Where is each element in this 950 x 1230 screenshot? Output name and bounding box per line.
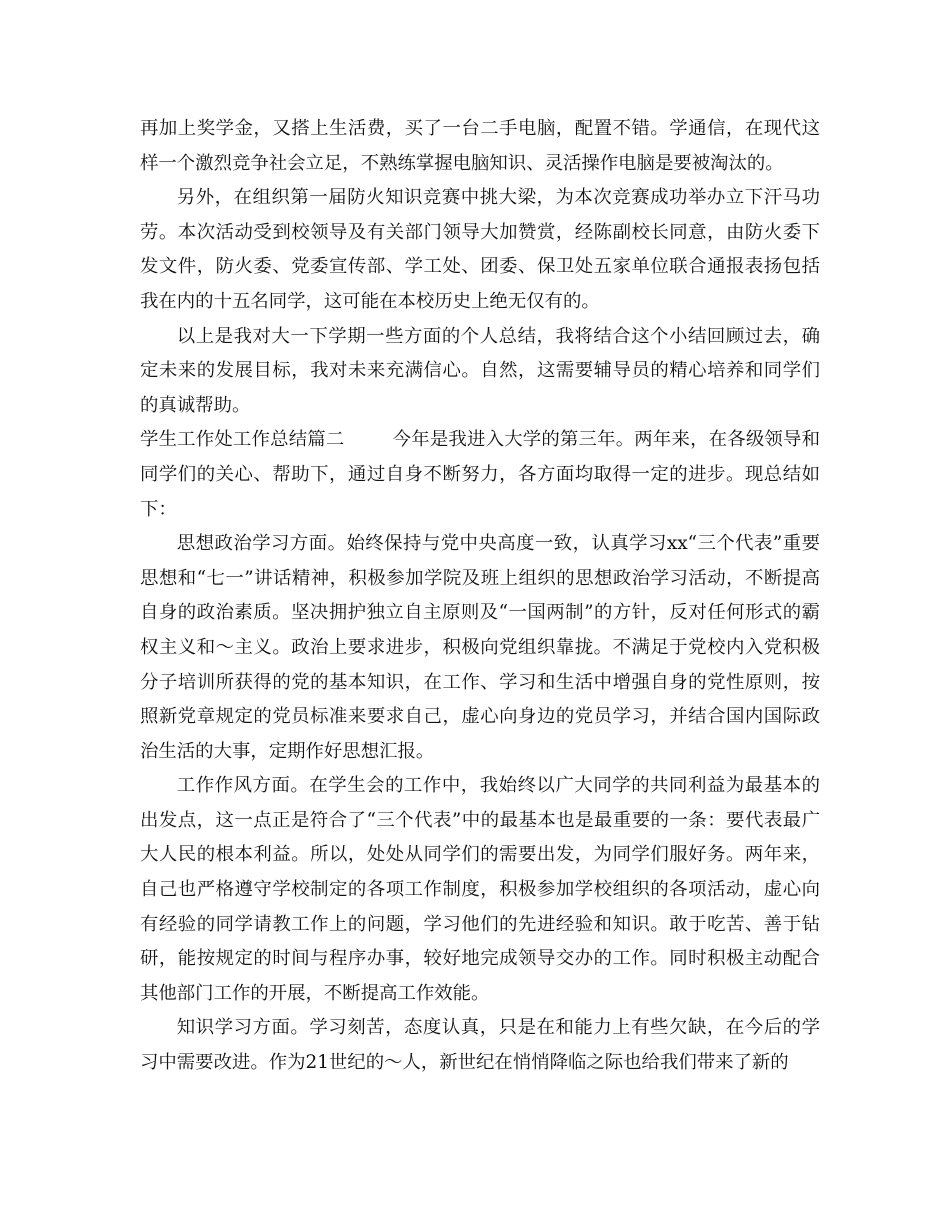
paragraph-work-style: 工作作风方面。在学生会的工作中，我始终以广大同学的共同利益为最基本的出发点，这一点正是符合了“三个代表”中的最基本也是最重要的一条：要代表最广大人民的根本利益。所以，处处从同学们的需要出发，为同学们服好务。两年来，自己也严格遵守学校制定的各项工作制度，积极参加学校组织的各项活动，虚心向有经验的同学请教工作上的问题，学习他们的先进经验和知识。敢于吃苦、善于钻研，能按规定的时间与程序办事，较好地完成领导交办的工作。同时积极主动配合其他部门工作的开展，不断提高工作效能。 xyxy=(140,775,820,1004)
section-intro: 今年是我进入大学的第三年。两年来，在各级领导和同学们的关心、帮助下，通过自身不断努力，各方面均取得一定的进步。现总结如下： xyxy=(140,429,820,520)
document-page xyxy=(140,112,820,1081)
paragraph-first-summary-closing: 以上是我对大一下学期一些方面的个人总结，我将结合这个小结回顾过去，确定未来的发展目标，我对未来充满信心。自然，这需要辅导员的精心培养和同学们的真诚帮助。 xyxy=(140,325,820,416)
paragraph-fire-contest: 另外，在组织第一届防火知识竞赛中挑大梁，为本次竞赛成功举办立下汗马功劳。本次活动受到校领导及有关部门领导大加赞赏，经陈副校长同意，由防火委下发文件，防火委、党委宣传部、学工处、团委、保卫处五家单位联合通报表扬包括我在内的十五名同学，这可能在本校历史上绝无仅有的。 xyxy=(140,187,820,312)
section-heading: 学生工作处工作总结篇二 xyxy=(140,429,345,451)
section-heading-line xyxy=(140,423,820,527)
paragraph-political-study: 思想政治学习方面。始终保持与党中央高度一致，认真学习xx“三个代表”重要思想和“七一”讲话精神，积极参加学院及班上组织的思想政治学习活动，不断提高自身的政治素质。坚决拥护独立自主原则及“一国两制”的方针，反对任何形式的霸权主义和～主义。政治上要求进步，积极向党组织靠拢。不满足于党校内入党积极分子培训所获得的党的基本知识，在工作、学习和生活中增强自身的党性原则，按照新党章规定的党员标准来要求自己，虚心向身边的党员学习，并结合国内国际政治生活的大事，定期作好思想汇报。 xyxy=(140,533,820,762)
paragraph-knowledge-study: 知识学习方面。学习刻苦，态度认真，只是在和能力上有些欠缺，在今后的学习中需要改进。作为21世纪的～人，新世纪在悄悄降临之际也给我们带来了新的 xyxy=(140,1017,820,1074)
paragraph-continuation: 再加上奖学金，又搭上生活费，买了一台二手电脑，配置不错。学通信，在现代这样一个激烈竞争社会立足，不熟练掌握电脑知识、灵活操作电脑是要被淘汰的。 xyxy=(140,118,820,174)
